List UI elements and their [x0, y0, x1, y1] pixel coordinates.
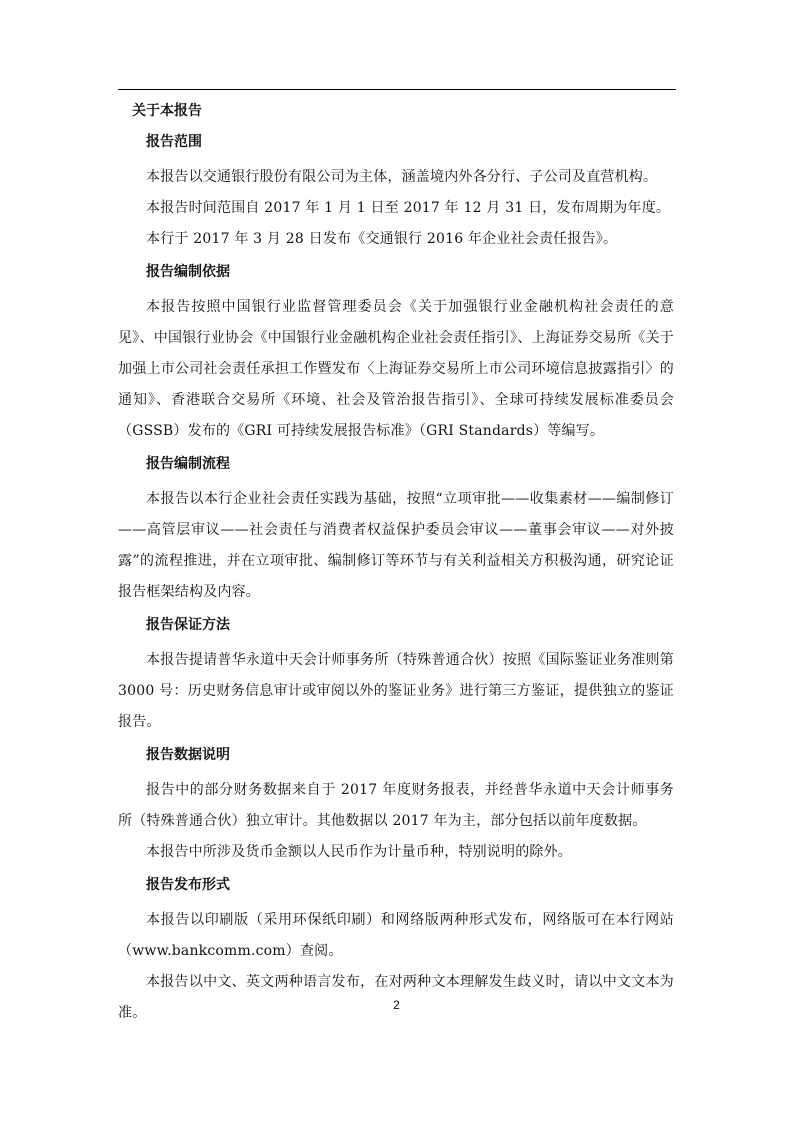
paragraph: 报告中的部分财务数据来自于 2017 年度财务报表，并经普华永道中天会计师事务所（特殊普通合伙）独立审计。其他数据以 2017 年为主，部分包括以前年度数据。 [118, 782, 674, 829]
paragraph: 本报告提请普华永道中天会计师事务所（特殊普通合伙）按照《国际鉴证业务准则第 3000 号：历史财务信息审计或审阅以外的鉴证业务》进行第三方鉴证，提供独立的鉴证报告。 [118, 652, 674, 730]
paragraph: 本报告以中文、英文两种语言发布，在对两种文本理解发生歧义时，请以中文文本为准。 [118, 974, 674, 1021]
page-number: 2 [393, 998, 400, 1012]
section-heading-assurance: 报告保证方法 [146, 617, 230, 633]
section-assurance [118, 615, 674, 738]
section-process [118, 454, 674, 608]
paragraph: 本报告以本行企业社会责任实践为基础，按照“立项审批——收集素材——编制修订——高管层审议——社会责任与消费者权益保护委员会审议——董事会审议——对外披露”的流程推进，并在立项审批、编制修订等环节与有关利益相关方积极沟通，研究论证报告框架结构及内容。 [118, 491, 674, 600]
section-heading-publication: 报告发布形式 [146, 877, 230, 893]
paragraph: 本报告中所涉及货币金额以人民币作为计量币种，特别说明的除外。 [146, 844, 572, 860]
report-body [118, 101, 674, 1029]
section-basis [118, 262, 674, 447]
section-heading-basis: 报告编制依据 [146, 264, 230, 280]
section-scope [118, 132, 674, 255]
section-heading-data: 报告数据说明 [146, 747, 230, 763]
paragraph: 本报告以印刷版（采用环保纸印刷）和网络版两种形式发布，网络版可在本行网站（www.bankcomm.com）查阅。 [118, 912, 674, 959]
paragraph: 本报告以交通银行股份有限公司为主体，涵盖境内外各分行、子公司及直营机构。 [146, 169, 658, 185]
header-rule [118, 89, 676, 90]
page-title: 关于本报告 [132, 103, 202, 119]
paragraph: 本行于 2017 年 3 月 28 日发布《交通银行 2016 年企业社会责任报告》。 [146, 231, 618, 247]
section-data [118, 745, 674, 868]
paragraph: 本报告按照中国银行业监督管理委员会《关于加强银行业金融机构社会责任的意见》、中国银行业协会《中国银行业金融机构企业社会责任指引》、上海证券交易所《关于加强上市公司社会责任承担工作暨发布〈上海证券交易所上市公司环境信息披露指引〉的通知》、香港联合交易所《环境、社会及管治报告指引》、全球可持续发展标准委员会（GSSB）发布的《GRI 可持续发展报告标准》（GRI Standards）等编写。 [118, 299, 674, 439]
section-heading-scope: 报告范围 [146, 134, 202, 150]
section-heading-process: 报告编制流程 [146, 456, 230, 472]
paragraph: 本报告时间范围自 2017 年 1 月 1 日至 2017 年 12 月 31 日，发布周期为年度。 [146, 200, 671, 216]
